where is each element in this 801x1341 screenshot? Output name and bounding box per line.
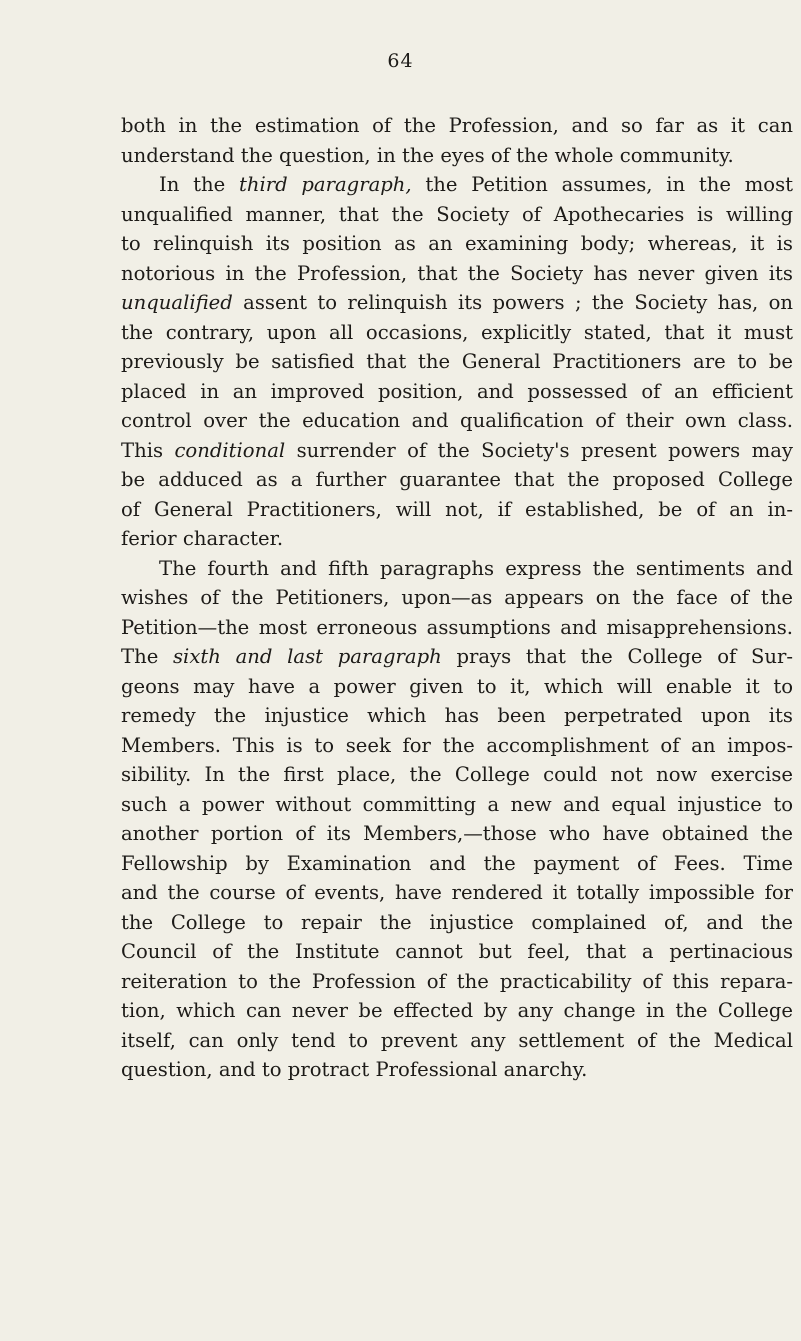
text-line: understand the question, in the eyes of the whole community. (121, 143, 734, 167)
text-line: such a power without committing a new and equal injustice to (121, 792, 793, 816)
text-line: tion, which can never be effected by any change in the College (121, 999, 793, 1022)
text-line: Fellowship by Examination and the payment of Fees. Time (121, 851, 793, 875)
emphasis: third paragraph, (238, 173, 412, 196)
text-line: remedy the injustice which has been perpetrated upon its (121, 704, 793, 727)
text-line: sibility. In the first place, the College could not now exercise (121, 763, 793, 786)
text-line: be adduced as a further guarantee that the proposed College (121, 468, 793, 491)
text-line: geons may have a power given to it, which will enable it to (121, 674, 793, 698)
text-line: the College to repair the injustice complained of, and the (121, 910, 793, 934)
text-line: ferior character. (121, 527, 284, 550)
text-line: The sixth and last paragraph prays that the College of Sur- (121, 645, 794, 668)
text-line: notorious in the Profession, that the Society has never given its (121, 261, 793, 285)
text-line: Petition—the most erroneous assumptions and misapprehensions. (121, 615, 793, 639)
body-text (121, 111, 793, 1085)
emphasis: sixth and last paragraph (173, 645, 442, 668)
text-line: unqualified manner, that the Society of Apothecaries is willing (121, 202, 793, 226)
text-line: Members. This is to seek for the accomplishment of an impos- (121, 733, 793, 757)
text-line: placed in an improved position, and possessed of an efficient (121, 379, 793, 403)
emphasis: unqualified (121, 291, 233, 314)
text-line: In the third paragraph, the Petition assumes, in the most (159, 173, 794, 196)
page-number: 64 (387, 50, 414, 72)
text-line: The fourth and fifth paragraphs express the sentiments and (159, 556, 793, 580)
text-line: unqualified assent to relinquish its powers ; the Society has, on (121, 291, 793, 314)
text-line: of General Practitioners, will not, if established, be of an in- (121, 497, 793, 521)
text-line: the contrary, upon all occasions, explicitly stated, that it must (121, 320, 793, 344)
text-line: another portion of its Members,—those who have obtained the (121, 822, 793, 845)
text-line: previously be satisfied that the General Practitioners are to be (121, 350, 793, 373)
emphasis: conditional (174, 438, 286, 462)
text-line: question, and to protract Professional anarchy. (121, 1058, 588, 1081)
text-line: and the course of events, have rendered it totally impossible for (121, 881, 793, 904)
text-line: to relinquish its position as an examining body; whereas, it is (121, 232, 793, 255)
text-line: reiteration to the Profession of the practicability of this repara- (121, 969, 793, 993)
text-line: Council of the Institute cannot but feel, that a pertinacious (121, 940, 793, 963)
text-line: This conditional surrender of the Society's present powers may (121, 438, 793, 462)
text-line: wishes of the Petitioners, upon—as appears on the face of the (121, 586, 793, 609)
text-line: both in the estimation of the Profession, and so far as it can (121, 114, 793, 137)
text-line: control over the education and qualification of their own class. (121, 409, 793, 432)
text-line: itself, can only tend to prevent any settlement of the Medical (121, 1028, 793, 1052)
